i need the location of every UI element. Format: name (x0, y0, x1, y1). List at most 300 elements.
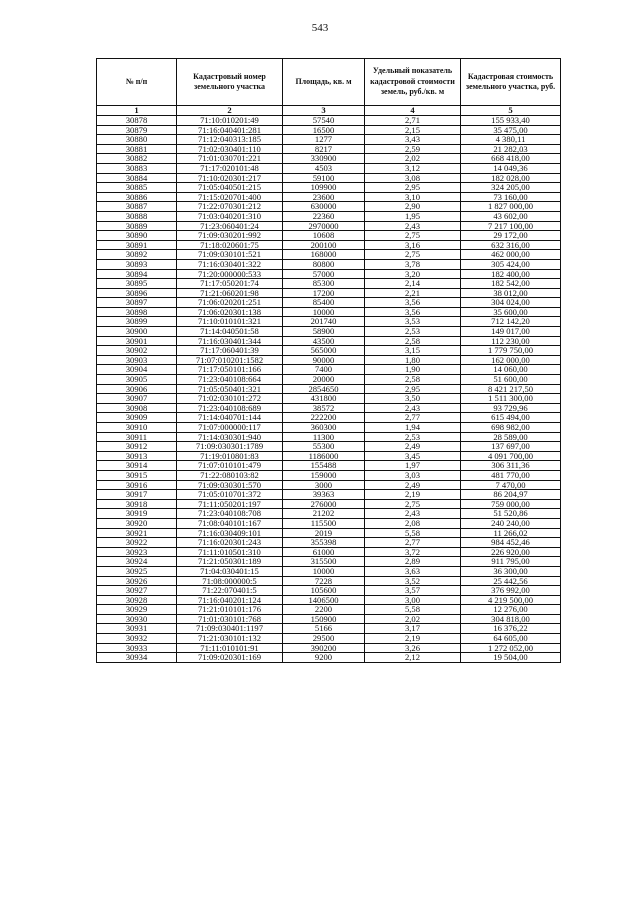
cell-cadastral-number: 71:09:030401:1197 (177, 624, 283, 634)
cell-cadastral-value: 29 172,00 (461, 231, 561, 241)
table-row (97, 490, 561, 500)
cell-row-number: 30909 (97, 413, 177, 423)
table-row (97, 336, 561, 346)
cell-area: 565000 (283, 346, 365, 356)
cell-row-number: 30905 (97, 375, 177, 385)
table-row (97, 423, 561, 433)
table-row (97, 144, 561, 154)
table-row (97, 231, 561, 241)
cell-area: 43500 (283, 336, 365, 346)
cell-cadastral-value: 14 049,36 (461, 163, 561, 173)
cell-cadastral-number: 71:11:050201:197 (177, 499, 283, 509)
cell-cadastral-value: 137 697,00 (461, 442, 561, 452)
table-row (97, 279, 561, 289)
cell-area: 23600 (283, 192, 365, 202)
cell-area: 10608 (283, 231, 365, 241)
cell-unit-rate: 3,12 (365, 163, 461, 173)
cell-unit-rate: 3,72 (365, 547, 461, 557)
cell-cadastral-value: 304 818,00 (461, 614, 561, 624)
table-row (97, 250, 561, 260)
header-area: Площадь, кв. м (283, 59, 365, 106)
cell-unit-rate: 3,17 (365, 624, 461, 634)
cell-cadastral-number: 71:16:030401:344 (177, 336, 283, 346)
cell-cadastral-number: 71:08:040101:167 (177, 518, 283, 528)
cell-unit-rate: 2,90 (365, 202, 461, 212)
cell-unit-rate: 2,58 (365, 375, 461, 385)
cell-row-number: 30928 (97, 595, 177, 605)
cell-cadastral-number: 71:09:030301:570 (177, 480, 283, 490)
cell-row-number: 30931 (97, 624, 177, 634)
cell-area: 16500 (283, 125, 365, 135)
cell-row-number: 30895 (97, 279, 177, 289)
cell-area: 20000 (283, 375, 365, 385)
cell-unit-rate: 2,15 (365, 125, 461, 135)
cell-cadastral-number: 71:21:050301:189 (177, 557, 283, 567)
table-row (97, 499, 561, 509)
cell-cadastral-number: 71:06:020201:251 (177, 298, 283, 308)
cell-cadastral-value: 11 266,02 (461, 528, 561, 538)
cell-cadastral-value: 73 160,00 (461, 192, 561, 202)
cell-cadastral-value: 240 240,00 (461, 518, 561, 528)
table-row (97, 576, 561, 586)
cell-unit-rate: 3,00 (365, 595, 461, 605)
cell-cadastral-value: 1 511 300,00 (461, 394, 561, 404)
cell-unit-rate: 2,12 (365, 653, 461, 663)
cell-area: 39363 (283, 490, 365, 500)
cell-row-number: 30919 (97, 509, 177, 519)
cell-unit-rate: 2,71 (365, 116, 461, 126)
cell-cadastral-number: 71:02:030101:272 (177, 394, 283, 404)
table-row (97, 355, 561, 365)
cell-row-number: 30904 (97, 365, 177, 375)
cell-area: 61000 (283, 547, 365, 557)
cell-cadastral-number: 71:21:060201:98 (177, 288, 283, 298)
cell-row-number: 30896 (97, 288, 177, 298)
cell-cadastral-number: 71:18:020601:75 (177, 240, 283, 250)
cell-cadastral-value: 632 316,00 (461, 240, 561, 250)
cell-cadastral-number: 71:11:010101:91 (177, 643, 283, 653)
cell-cadastral-value: 226 920,00 (461, 547, 561, 557)
cell-cadastral-number: 71:05:050401:321 (177, 384, 283, 394)
cell-cadastral-number: 71:05:010701:372 (177, 490, 283, 500)
cell-unit-rate: 2,02 (365, 154, 461, 164)
cell-cadastral-number: 71:07:000000:117 (177, 423, 283, 433)
cell-row-number: 30906 (97, 384, 177, 394)
cell-cadastral-value: 1 779 750,00 (461, 346, 561, 356)
cell-area: 11300 (283, 432, 365, 442)
cell-row-number: 30929 (97, 605, 177, 615)
cell-cadastral-number: 71:09:030301:1789 (177, 442, 283, 452)
cell-cadastral-value: 12 276,00 (461, 605, 561, 615)
cell-cadastral-value: 38 012,00 (461, 288, 561, 298)
cell-row-number: 30887 (97, 202, 177, 212)
cell-unit-rate: 3,08 (365, 173, 461, 183)
cell-cadastral-number: 71:23:060401:24 (177, 221, 283, 231)
cell-row-number: 30883 (97, 163, 177, 173)
cell-row-number: 30933 (97, 643, 177, 653)
cell-row-number: 30927 (97, 586, 177, 596)
cell-area: 8217 (283, 144, 365, 154)
cell-unit-rate: 2,59 (365, 144, 461, 154)
table-row (97, 566, 561, 576)
cell-cadastral-value: 759 000,00 (461, 499, 561, 509)
cell-cadastral-number: 71:16:020301:243 (177, 538, 283, 548)
cell-unit-rate: 3,20 (365, 269, 461, 279)
cell-row-number: 30893 (97, 259, 177, 269)
cell-cadastral-number: 71:16:030401:322 (177, 259, 283, 269)
cell-row-number: 30912 (97, 442, 177, 452)
cell-row-number: 30922 (97, 538, 177, 548)
table-row (97, 163, 561, 173)
table-row (97, 365, 561, 375)
cell-area: 2019 (283, 528, 365, 538)
cell-cadastral-value: 1 272 052,00 (461, 643, 561, 653)
cell-unit-rate: 1,90 (365, 365, 461, 375)
header-row-number: № п/п (97, 59, 177, 106)
cell-cadastral-value: 162 000,00 (461, 355, 561, 365)
cell-unit-rate: 3,26 (365, 643, 461, 653)
table-row (97, 116, 561, 126)
cell-row-number: 30924 (97, 557, 177, 567)
cell-row-number: 30894 (97, 269, 177, 279)
cell-row-number: 30911 (97, 432, 177, 442)
cell-cadastral-value: 7 470,00 (461, 480, 561, 490)
table-row (97, 557, 561, 567)
cell-unit-rate: 2,53 (365, 327, 461, 337)
cell-unit-rate: 2,75 (365, 499, 461, 509)
cell-cadastral-number: 71:21:030101:132 (177, 634, 283, 644)
cell-unit-rate: 3,50 (365, 394, 461, 404)
cell-unit-rate: 3,53 (365, 317, 461, 327)
cell-area: 4503 (283, 163, 365, 173)
cell-unit-rate: 2,49 (365, 480, 461, 490)
cell-cadastral-number: 71:23:040108:689 (177, 403, 283, 413)
cell-cadastral-value: 376 992,00 (461, 586, 561, 596)
table-row (97, 403, 561, 413)
cell-row-number: 30921 (97, 528, 177, 538)
cell-cadastral-value: 35 600,00 (461, 307, 561, 317)
cell-unit-rate: 3,45 (365, 451, 461, 461)
table-row (97, 298, 561, 308)
table-row (97, 518, 561, 528)
table-row (97, 125, 561, 135)
cell-row-number: 30916 (97, 480, 177, 490)
cell-cadastral-number: 71:14:040701:144 (177, 413, 283, 423)
cell-cadastral-number: 71:15:020701:400 (177, 192, 283, 202)
cell-cadastral-number: 71:14:040501:58 (177, 327, 283, 337)
cell-row-number: 30900 (97, 327, 177, 337)
header-cadastral-value: Кадастровая стоимость земельного участка, руб. (461, 59, 561, 106)
header-unit-rate: Удельный показатель кадастровой стоимости земель, руб./кв. м (365, 59, 461, 106)
cell-row-number: 30880 (97, 135, 177, 145)
cell-unit-rate: 1,97 (365, 461, 461, 471)
cell-unit-rate: 2,43 (365, 509, 461, 519)
cell-row-number: 30908 (97, 403, 177, 413)
cell-cadastral-number: 71:11:010501:310 (177, 547, 283, 557)
cell-cadastral-number: 71:22:070401:5 (177, 586, 283, 596)
cell-area: 58900 (283, 327, 365, 337)
cell-row-number: 30884 (97, 173, 177, 183)
cell-area: 150900 (283, 614, 365, 624)
page-number: 543 (311, 22, 329, 34)
cell-row-number: 30917 (97, 490, 177, 500)
table-header (97, 59, 561, 116)
cell-cadastral-value: 149 017,00 (461, 327, 561, 337)
cell-cadastral-number: 71:09:020301:169 (177, 653, 283, 663)
cell-unit-rate: 3,43 (365, 135, 461, 145)
cell-cadastral-value: 19 504,00 (461, 653, 561, 663)
cell-cadastral-number: 71:17:060401:39 (177, 346, 283, 356)
cell-row-number: 30902 (97, 346, 177, 356)
cell-row-number: 30891 (97, 240, 177, 250)
cell-cadastral-value: 182 542,00 (461, 279, 561, 289)
cell-unit-rate: 2,43 (365, 221, 461, 231)
cell-unit-rate: 3,10 (365, 192, 461, 202)
cell-row-number: 30918 (97, 499, 177, 509)
cell-cadastral-value: 4 091 700,00 (461, 451, 561, 461)
cell-row-number: 30888 (97, 211, 177, 221)
table-row (97, 480, 561, 490)
cell-row-number: 30892 (97, 250, 177, 260)
cell-cadastral-number: 71:03:040201:310 (177, 211, 283, 221)
cell-unit-rate: 2,02 (365, 614, 461, 624)
cell-cadastral-value: 984 452,46 (461, 538, 561, 548)
cell-area: 57000 (283, 269, 365, 279)
cell-area: 38572 (283, 403, 365, 413)
cell-cadastral-value: 462 000,00 (461, 250, 561, 260)
cell-unit-rate: 3,56 (365, 307, 461, 317)
cell-cadastral-value: 4 380,11 (461, 135, 561, 145)
cell-cadastral-number: 71:10:020301:217 (177, 173, 283, 183)
cell-area: 1277 (283, 135, 365, 145)
table-row (97, 413, 561, 423)
cell-cadastral-value: 112 230,00 (461, 336, 561, 346)
table-row (97, 327, 561, 337)
cell-cadastral-number: 71:01:030701:221 (177, 154, 283, 164)
cell-cadastral-value: 911 795,00 (461, 557, 561, 567)
cell-area: 5166 (283, 624, 365, 634)
cell-area: 168000 (283, 250, 365, 260)
cell-unit-rate: 2,21 (365, 288, 461, 298)
table-row (97, 202, 561, 212)
cell-area: 85400 (283, 298, 365, 308)
table-row (97, 269, 561, 279)
cell-area: 155488 (283, 461, 365, 471)
table-row (97, 605, 561, 615)
cell-unit-rate: 3,57 (365, 586, 461, 596)
cell-cadastral-value: 14 060,00 (461, 365, 561, 375)
cell-area: 21202 (283, 509, 365, 519)
cell-cadastral-value: 324 205,00 (461, 183, 561, 193)
cadastral-table (96, 58, 561, 663)
cell-area: 115500 (283, 518, 365, 528)
cell-unit-rate: 2,49 (365, 442, 461, 452)
cell-area: 7400 (283, 365, 365, 375)
cell-cadastral-value: 1 827 000,00 (461, 202, 561, 212)
cell-unit-rate: 3,16 (365, 240, 461, 250)
cell-unit-rate: 2,14 (365, 279, 461, 289)
cell-cadastral-value: 16 376,22 (461, 624, 561, 634)
cell-cadastral-number: 71:07:010201:1582 (177, 355, 283, 365)
column-number: 5 (461, 106, 561, 116)
cell-cadastral-number: 71:16:040201:124 (177, 595, 283, 605)
cell-area: 105600 (283, 586, 365, 596)
table-row (97, 509, 561, 519)
table-row (97, 595, 561, 605)
cell-cadastral-value: 35 475,00 (461, 125, 561, 135)
cell-row-number: 30930 (97, 614, 177, 624)
cell-cadastral-value: 306 311,36 (461, 461, 561, 471)
cell-cadastral-number: 71:06:020301:138 (177, 307, 283, 317)
cell-cadastral-value: 668 418,00 (461, 154, 561, 164)
cell-row-number: 30920 (97, 518, 177, 528)
table-row (97, 451, 561, 461)
cell-area: 90000 (283, 355, 365, 365)
cell-cadastral-value: 93 729,96 (461, 403, 561, 413)
cell-unit-rate: 3,63 (365, 566, 461, 576)
cell-cadastral-number: 71:14:030301:940 (177, 432, 283, 442)
cell-cadastral-number: 71:16:040401:281 (177, 125, 283, 135)
table-row (97, 154, 561, 164)
column-number: 1 (97, 106, 177, 116)
cell-cadastral-number: 71:07:010101:479 (177, 461, 283, 471)
cell-unit-rate: 2,77 (365, 413, 461, 423)
cell-cadastral-number: 71:23:040108:708 (177, 509, 283, 519)
cell-area: 57540 (283, 116, 365, 126)
table-row (97, 394, 561, 404)
cell-cadastral-value: 36 300,00 (461, 566, 561, 576)
table-row (97, 192, 561, 202)
table-row (97, 384, 561, 394)
cell-cadastral-value: 8 421 217,50 (461, 384, 561, 394)
cell-area: 315500 (283, 557, 365, 567)
cell-row-number: 30923 (97, 547, 177, 557)
cell-cadastral-number: 71:09:030101:521 (177, 250, 283, 260)
cell-unit-rate: 2,77 (365, 538, 461, 548)
cell-area: 80800 (283, 259, 365, 269)
cell-area: 630000 (283, 202, 365, 212)
cell-row-number: 30889 (97, 221, 177, 231)
cell-cadastral-value: 615 494,00 (461, 413, 561, 423)
cell-cadastral-value: 304 024,00 (461, 298, 561, 308)
cell-unit-rate: 5,58 (365, 528, 461, 538)
cell-row-number: 30879 (97, 125, 177, 135)
cell-area: 17200 (283, 288, 365, 298)
table-row (97, 624, 561, 634)
cell-row-number: 30934 (97, 653, 177, 663)
cell-row-number: 30914 (97, 461, 177, 471)
cell-area: 360300 (283, 423, 365, 433)
cell-cadastral-value: 51 520,86 (461, 509, 561, 519)
cell-area: 85300 (283, 279, 365, 289)
cell-cadastral-number: 71:20:000000:533 (177, 269, 283, 279)
cell-row-number: 30907 (97, 394, 177, 404)
cell-row-number: 30878 (97, 116, 177, 126)
cell-unit-rate: 3,78 (365, 259, 461, 269)
cell-row-number: 30910 (97, 423, 177, 433)
cell-unit-rate: 1,95 (365, 211, 461, 221)
cell-unit-rate: 2,75 (365, 231, 461, 241)
cell-area: 330900 (283, 154, 365, 164)
cell-unit-rate: 2,08 (365, 518, 461, 528)
table-row (97, 211, 561, 221)
cell-cadastral-value: 182 400,00 (461, 269, 561, 279)
cell-row-number: 30901 (97, 336, 177, 346)
cell-cadastral-value: 481 770,00 (461, 470, 561, 480)
cell-row-number: 30915 (97, 470, 177, 480)
cell-cadastral-value: 182 028,00 (461, 173, 561, 183)
cell-row-number: 30903 (97, 355, 177, 365)
cell-cadastral-value: 305 424,00 (461, 259, 561, 269)
table-row (97, 643, 561, 653)
table-row (97, 317, 561, 327)
cell-cadastral-number: 71:12:040313:185 (177, 135, 283, 145)
cell-cadastral-number: 71:09:030201:992 (177, 231, 283, 241)
cell-area: 9200 (283, 653, 365, 663)
cell-cadastral-value: 21 282,03 (461, 144, 561, 154)
cell-area: 10000 (283, 307, 365, 317)
cell-cadastral-number: 71:17:050101:166 (177, 365, 283, 375)
cell-area: 355398 (283, 538, 365, 548)
cell-cadastral-value: 698 982,00 (461, 423, 561, 433)
table-row (97, 307, 561, 317)
cell-row-number: 30913 (97, 451, 177, 461)
cell-cadastral-number: 71:17:020101:48 (177, 163, 283, 173)
cell-area: 200100 (283, 240, 365, 250)
cell-unit-rate: 3,52 (365, 576, 461, 586)
table-row (97, 135, 561, 145)
column-number: 2 (177, 106, 283, 116)
cell-area: 55300 (283, 442, 365, 452)
cell-unit-rate: 2,43 (365, 403, 461, 413)
cell-area: 2970000 (283, 221, 365, 231)
cell-area: 7228 (283, 576, 365, 586)
cell-unit-rate: 2,53 (365, 432, 461, 442)
cell-cadastral-value: 7 217 100,00 (461, 221, 561, 231)
column-number: 4 (365, 106, 461, 116)
table-row (97, 547, 561, 557)
cell-area: 222200 (283, 413, 365, 423)
cell-cadastral-value: 712 142,20 (461, 317, 561, 327)
cell-row-number: 30882 (97, 154, 177, 164)
cell-cadastral-number: 71:04:030401:15 (177, 566, 283, 576)
cell-unit-rate: 5,58 (365, 605, 461, 615)
table-row (97, 346, 561, 356)
cell-area: 29500 (283, 634, 365, 644)
cell-area: 10000 (283, 566, 365, 576)
table-row (97, 614, 561, 624)
cell-cadastral-number: 71:21:010101:176 (177, 605, 283, 615)
table-row (97, 634, 561, 644)
cell-row-number: 30932 (97, 634, 177, 644)
cell-area: 2200 (283, 605, 365, 615)
cell-unit-rate: 1,80 (365, 355, 461, 365)
cell-cadastral-number: 71:19:010801:83 (177, 451, 283, 461)
table-row (97, 183, 561, 193)
cell-cadastral-number: 71:22:070301:212 (177, 202, 283, 212)
cell-cadastral-value: 64 605,00 (461, 634, 561, 644)
cell-cadastral-number: 71:22:080103:82 (177, 470, 283, 480)
column-number: 3 (283, 106, 365, 116)
table-row (97, 375, 561, 385)
cell-cadastral-number: 71:17:050201:74 (177, 279, 283, 289)
cell-row-number: 30886 (97, 192, 177, 202)
cell-cadastral-number: 71:01:030101:768 (177, 614, 283, 624)
cell-row-number: 30897 (97, 298, 177, 308)
cell-unit-rate: 3,15 (365, 346, 461, 356)
cell-area: 2854650 (283, 384, 365, 394)
cell-unit-rate: 2,19 (365, 490, 461, 500)
